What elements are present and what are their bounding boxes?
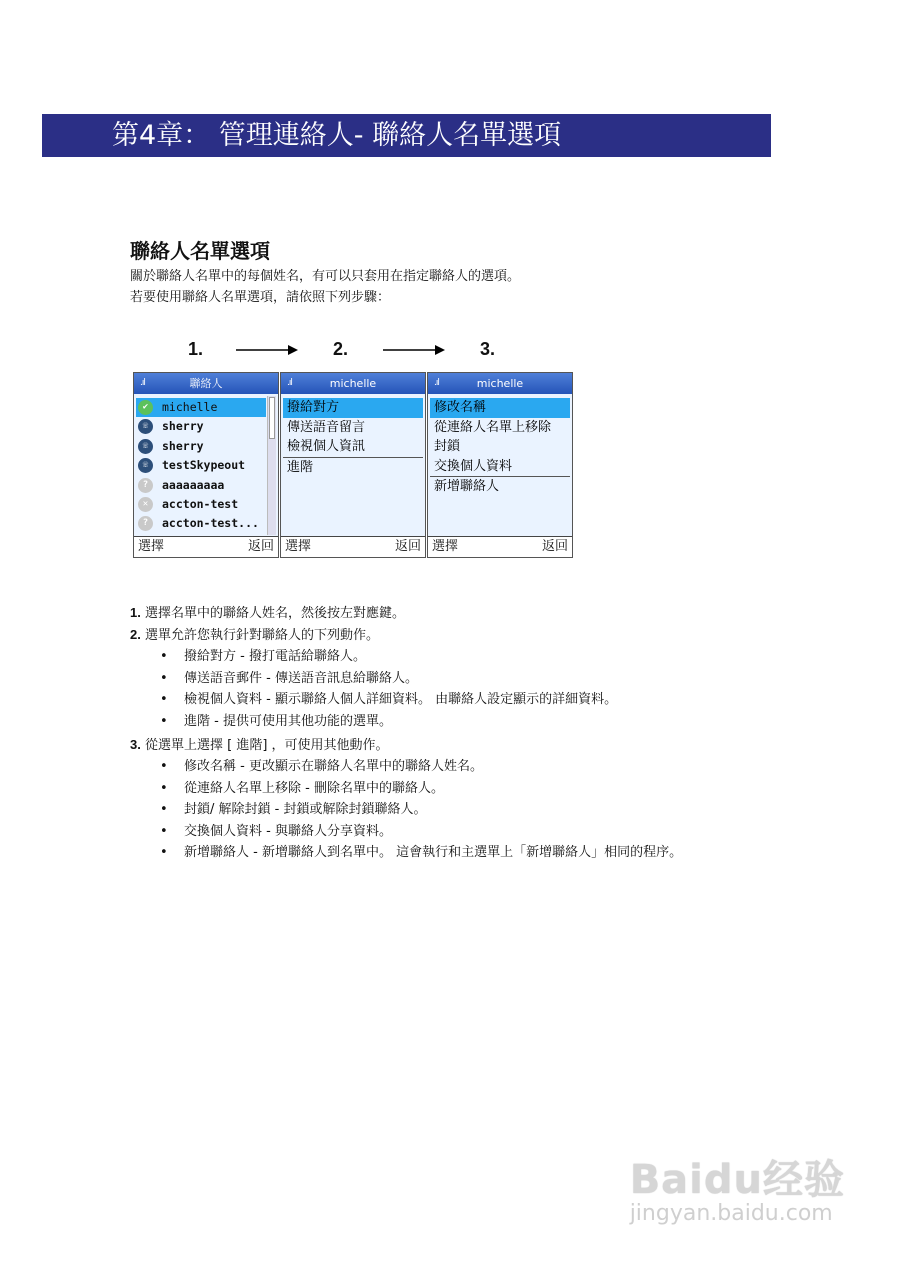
softkey-bar <box>428 536 572 557</box>
instruction-step-1: 1. 選擇名單中的聯絡人姓名，然後按左對應鍵。 <box>130 605 405 621</box>
contact-item[interactable]: ☏ sherry <box>134 437 266 456</box>
menu-item-call[interactable]: 撥給對方 <box>283 398 423 418</box>
menu-item-advanced[interactable]: 進階 <box>287 459 314 475</box>
contact-item[interactable]: ☏ testSkypeout <box>134 456 266 475</box>
instruction-step-2: 2. 選單允許您執行針對聯絡人的下列動作。 <box>130 627 379 643</box>
step-number-3: 3. <box>480 339 496 359</box>
screen-title: michelle <box>476 377 524 390</box>
step-number-1: 1. <box>188 339 204 359</box>
signal-icon: .ıl <box>287 378 292 388</box>
screen-header <box>428 373 572 394</box>
scrollbar-thumb[interactable] <box>269 397 275 439</box>
phone-screen-contacts <box>133 372 279 558</box>
softkey-select[interactable]: 選擇 <box>138 539 165 554</box>
contact-item[interactable]: ? aaaaaaaaa <box>134 476 266 495</box>
softkey-bar <box>281 536 425 557</box>
baidu-logo: Baidu经验 <box>629 1157 845 1203</box>
softkey-back[interactable]: 返回 <box>394 539 421 554</box>
menu-list <box>281 394 425 537</box>
screen-header <box>134 373 278 394</box>
screen-title: michelle <box>329 377 377 390</box>
arrow-right-icon <box>236 342 298 358</box>
signal-icon: .ıl <box>434 378 439 388</box>
softkey-back[interactable]: 返回 <box>541 539 568 554</box>
baidu-watermark <box>630 1148 845 1226</box>
bullet-item: • 新增聯絡人 - 新增聯絡人到名單中。 這會執行和主選單上「新增聯絡人」相同的程序。 <box>160 845 683 860</box>
menu-item-view-profile[interactable]: 檢視個人資訊 <box>283 437 423 458</box>
softkey-bar <box>134 536 278 557</box>
section-title: 聯絡人名單選項 <box>130 239 270 263</box>
softkey-back[interactable]: 返回 <box>247 539 274 554</box>
menu-item-rename[interactable]: 修改名稱 <box>430 398 570 418</box>
phone-screen-contact-menu <box>280 372 426 558</box>
softkey-select[interactable]: 選擇 <box>432 539 459 554</box>
phone-icon: ☏ <box>138 419 153 434</box>
scrollbar[interactable] <box>267 396 276 535</box>
signal-icon: .ıl <box>140 378 145 388</box>
screen-header <box>281 373 425 394</box>
arrow-right-icon <box>383 342 445 358</box>
intro-line-1: 關於聯絡人名單中的每個姓名，有可以只套用在指定聯絡人的選項。 <box>130 269 521 284</box>
online-status-icon: ✔ <box>138 400 153 415</box>
screen-title: 聯絡人 <box>189 377 223 390</box>
watermark-url: jingyan.baidu.com <box>629 1201 833 1226</box>
menu-item-block[interactable]: 封鎖 <box>434 439 461 454</box>
phone-screen-advanced-menu <box>427 372 573 558</box>
instruction-step-3: 3. 從選單上選擇 [ 進階] ，可使用其他動作。 <box>130 737 389 753</box>
contact-item[interactable]: ? accton-test... <box>134 514 266 533</box>
offline-status-icon: ✕ <box>138 497 153 512</box>
unknown-status-icon: ? <box>138 478 153 493</box>
menu-item-voicemail[interactable]: 傳送語音留言 <box>287 419 366 435</box>
softkey-select[interactable]: 選擇 <box>285 539 312 554</box>
menu-item-remove-contact[interactable]: 從連絡人名單上移除 <box>434 419 552 435</box>
menu-list <box>428 394 572 537</box>
phone-icon: ☏ <box>138 458 153 473</box>
section-intro <box>130 266 520 308</box>
unknown-status-icon: ? <box>138 516 153 531</box>
contact-item[interactable]: ✔ michelle <box>136 398 266 417</box>
chapter-title: 第4章： 管理連絡人- 聯絡人名單選項 <box>112 120 562 151</box>
menu-item-add-contact[interactable]: 新增聯絡人 <box>434 479 500 494</box>
phone-icon: ☏ <box>138 439 153 454</box>
contact-item[interactable]: ☏ sherry <box>134 417 266 436</box>
contact-list <box>134 394 278 537</box>
contact-item[interactable]: ✕ accton-test <box>134 495 266 514</box>
intro-line-2: 若要使用聯絡人名單選項，請依照下列步驟： <box>130 290 391 305</box>
menu-item-exchange-profile[interactable]: 交換個人資料 <box>430 457 570 478</box>
step-number-2: 2. <box>333 339 349 359</box>
